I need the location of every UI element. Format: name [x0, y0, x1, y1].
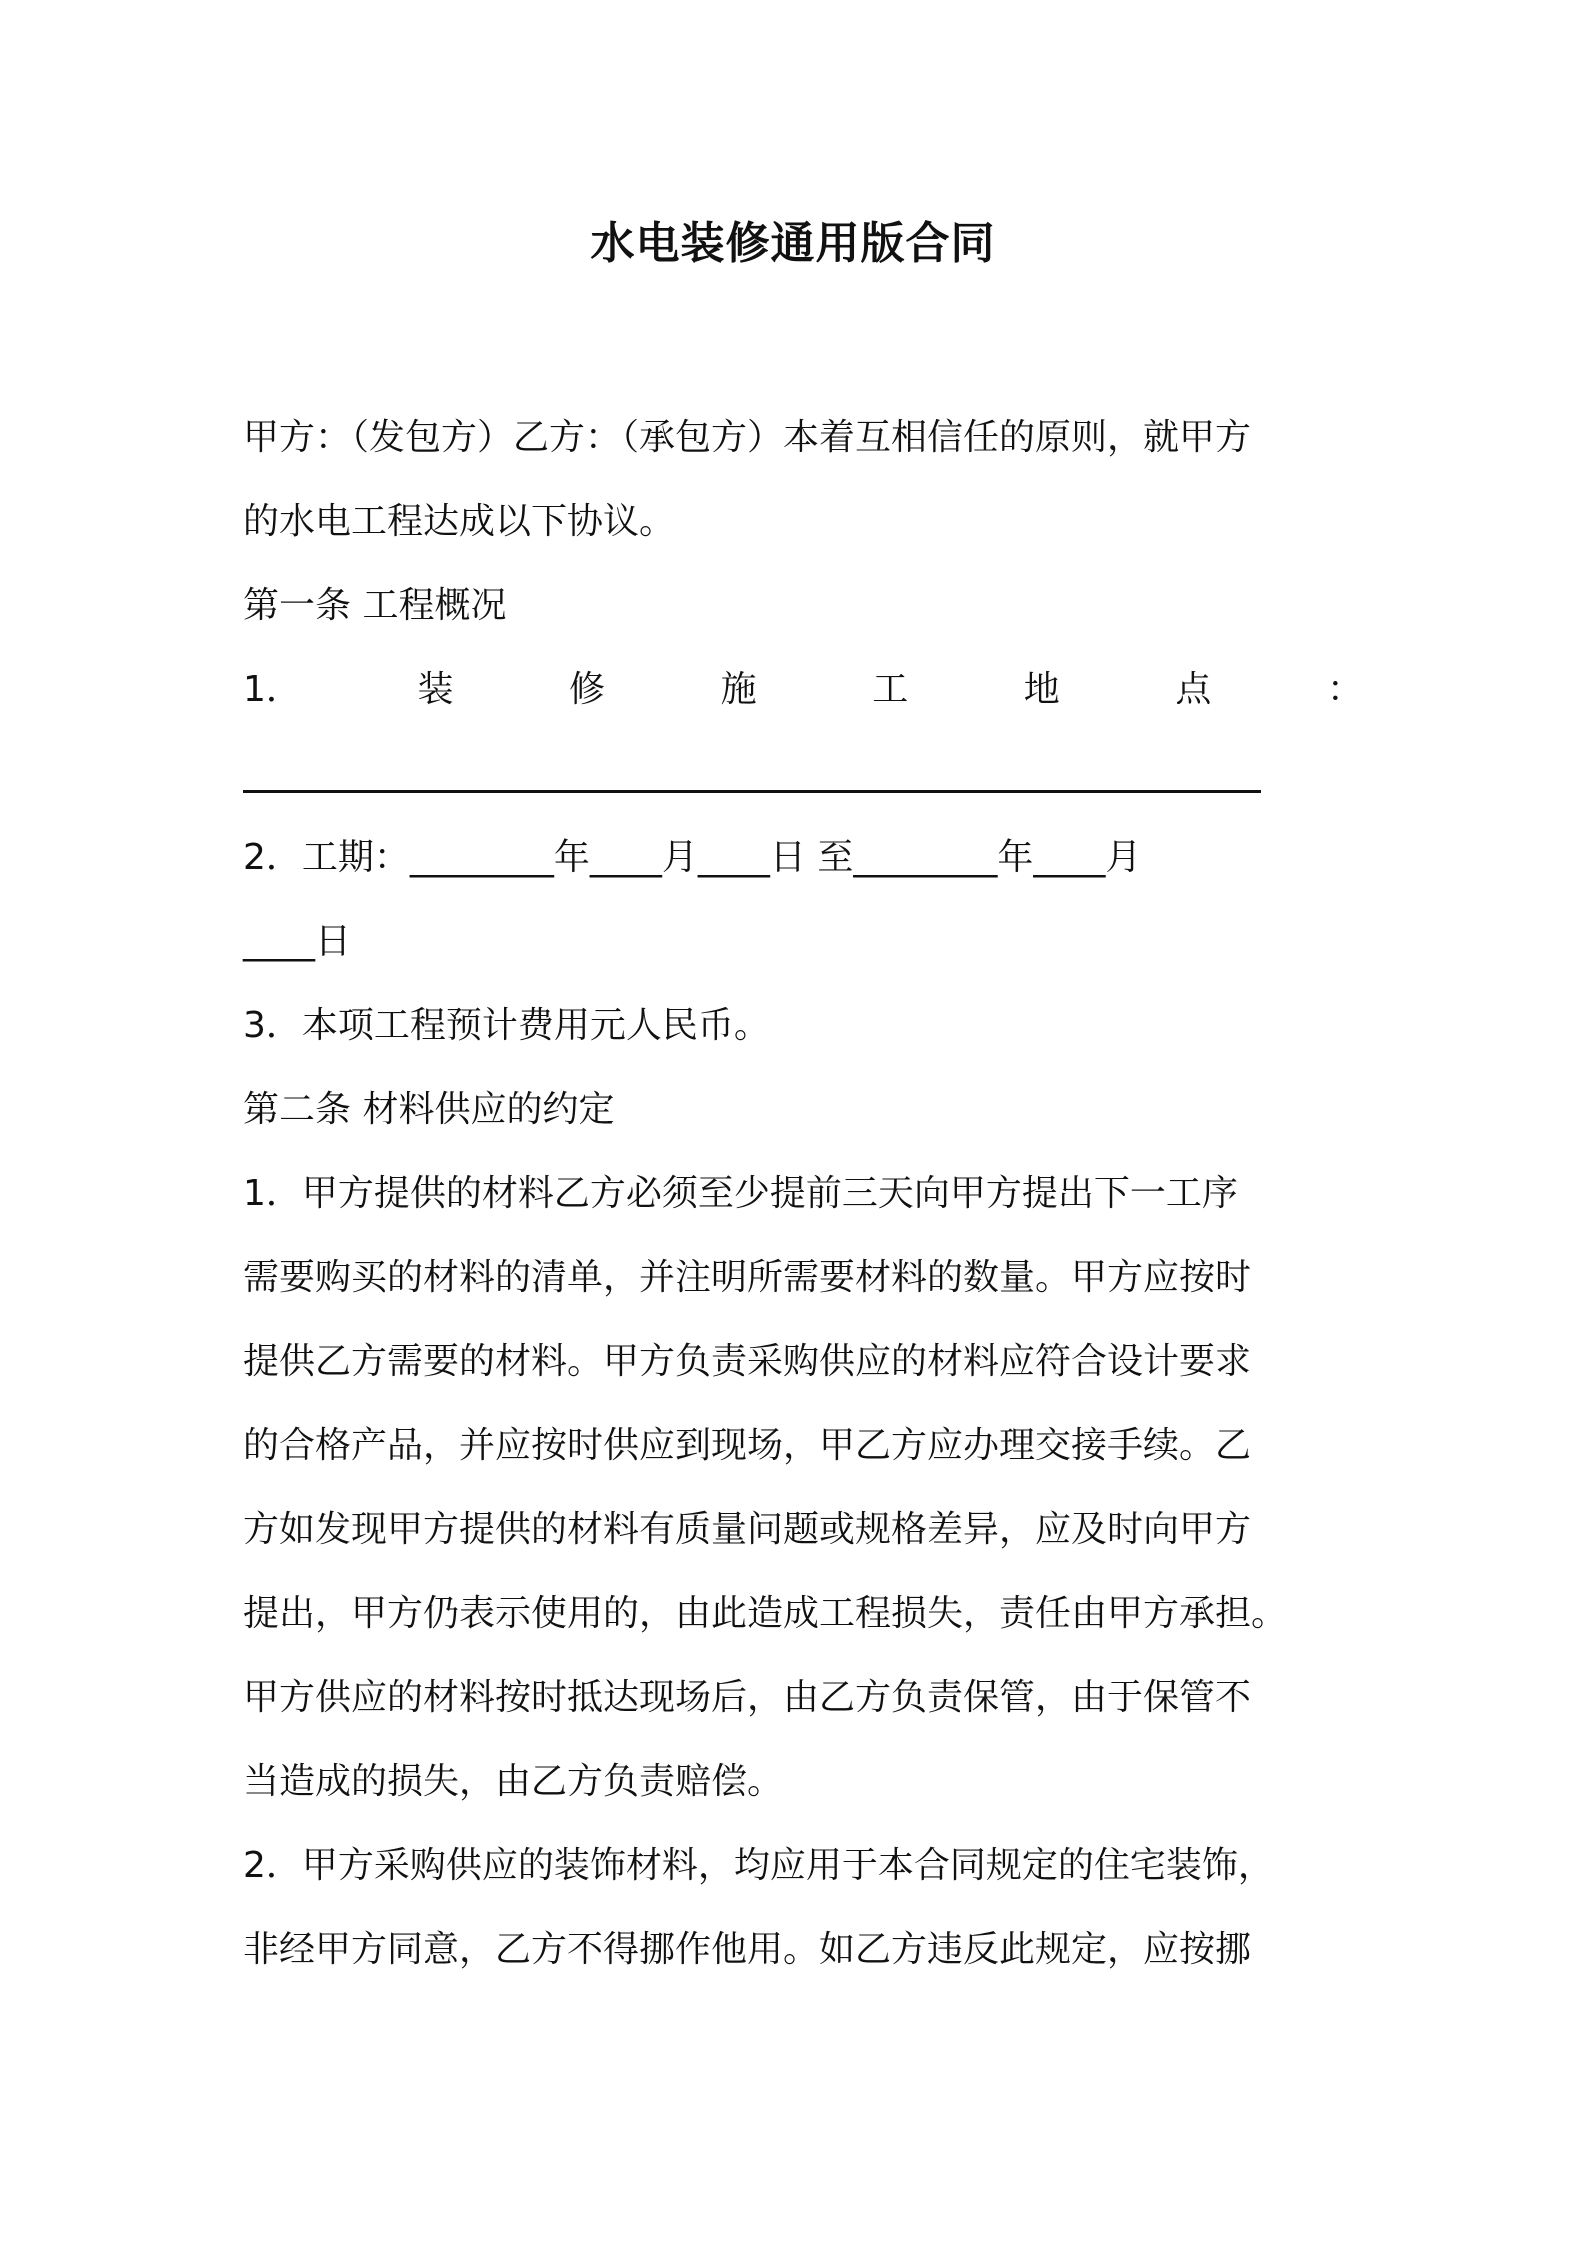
paragraph-line: 的合格产品，并应按时供应到现场，甲乙方应办理交接手续。乙: [243, 1425, 1252, 1466]
section-heading-2: 第二条 材料供应的约定: [243, 1089, 615, 1130]
site-char: 工: [872, 669, 909, 710]
paragraph-line: 2．甲方采购供应的装饰材料，均应用于本合同规定的住宅装饰，: [243, 1845, 1274, 1886]
paragraph-line: 的水电工程达成以下协议。: [243, 501, 676, 542]
paragraph-line: 当造成的损失，由乙方负责赔偿。: [243, 1761, 784, 1802]
site-char: 地: [1023, 669, 1060, 710]
paragraph-line: 甲方：（发包方）乙方：（承包方）本着互相信任的原则，就甲方: [243, 417, 1252, 458]
paragraph-line: 甲方供应的材料按时抵达现场后，由乙方负责保管，由于保管不: [243, 1677, 1252, 1718]
site-char: 修: [569, 669, 606, 710]
paragraph-line: 非经甲方同意，乙方不得挪作他用。如乙方违反此规定，应按挪: [243, 1929, 1252, 1970]
site-char: 装: [417, 669, 454, 710]
paragraph-line: 1．甲方提供的材料乙方必须至少提前三天向甲方提出下一工序: [243, 1173, 1238, 1214]
site-location-line: [243, 648, 1363, 732]
site-char: 点: [1175, 669, 1212, 710]
document-title: 水电装修通用版合同: [590, 218, 996, 269]
section-heading-1: 第一条 工程概况: [243, 585, 507, 626]
paragraph-line: 方如发现甲方提供的材料有质量问题或规格差异，应及时向甲方: [243, 1509, 1252, 1550]
cost-line: 3．本项工程预计费用元人民币。: [243, 1005, 770, 1046]
schedule-line-cont: ____日: [243, 921, 352, 962]
paragraph-line: 提供乙方需要的材料。甲方负责采购供应的材料应符合设计要求: [243, 1341, 1252, 1382]
paragraph-line: 提出，甲方仍表示使用的，由此造成工程损失，责任由甲方承担。: [243, 1593, 1288, 1634]
site-address-blank: [243, 786, 1261, 793]
site-char: 施: [720, 669, 757, 710]
item-number: 1．: [243, 669, 302, 710]
schedule-line: 2．工期：________年____月____日 至________年____月: [243, 837, 1142, 878]
site-colon: ：: [1326, 669, 1363, 710]
paragraph-line: 需要购买的材料的清单，并注明所需要材料的数量。甲方应按时: [243, 1257, 1252, 1298]
